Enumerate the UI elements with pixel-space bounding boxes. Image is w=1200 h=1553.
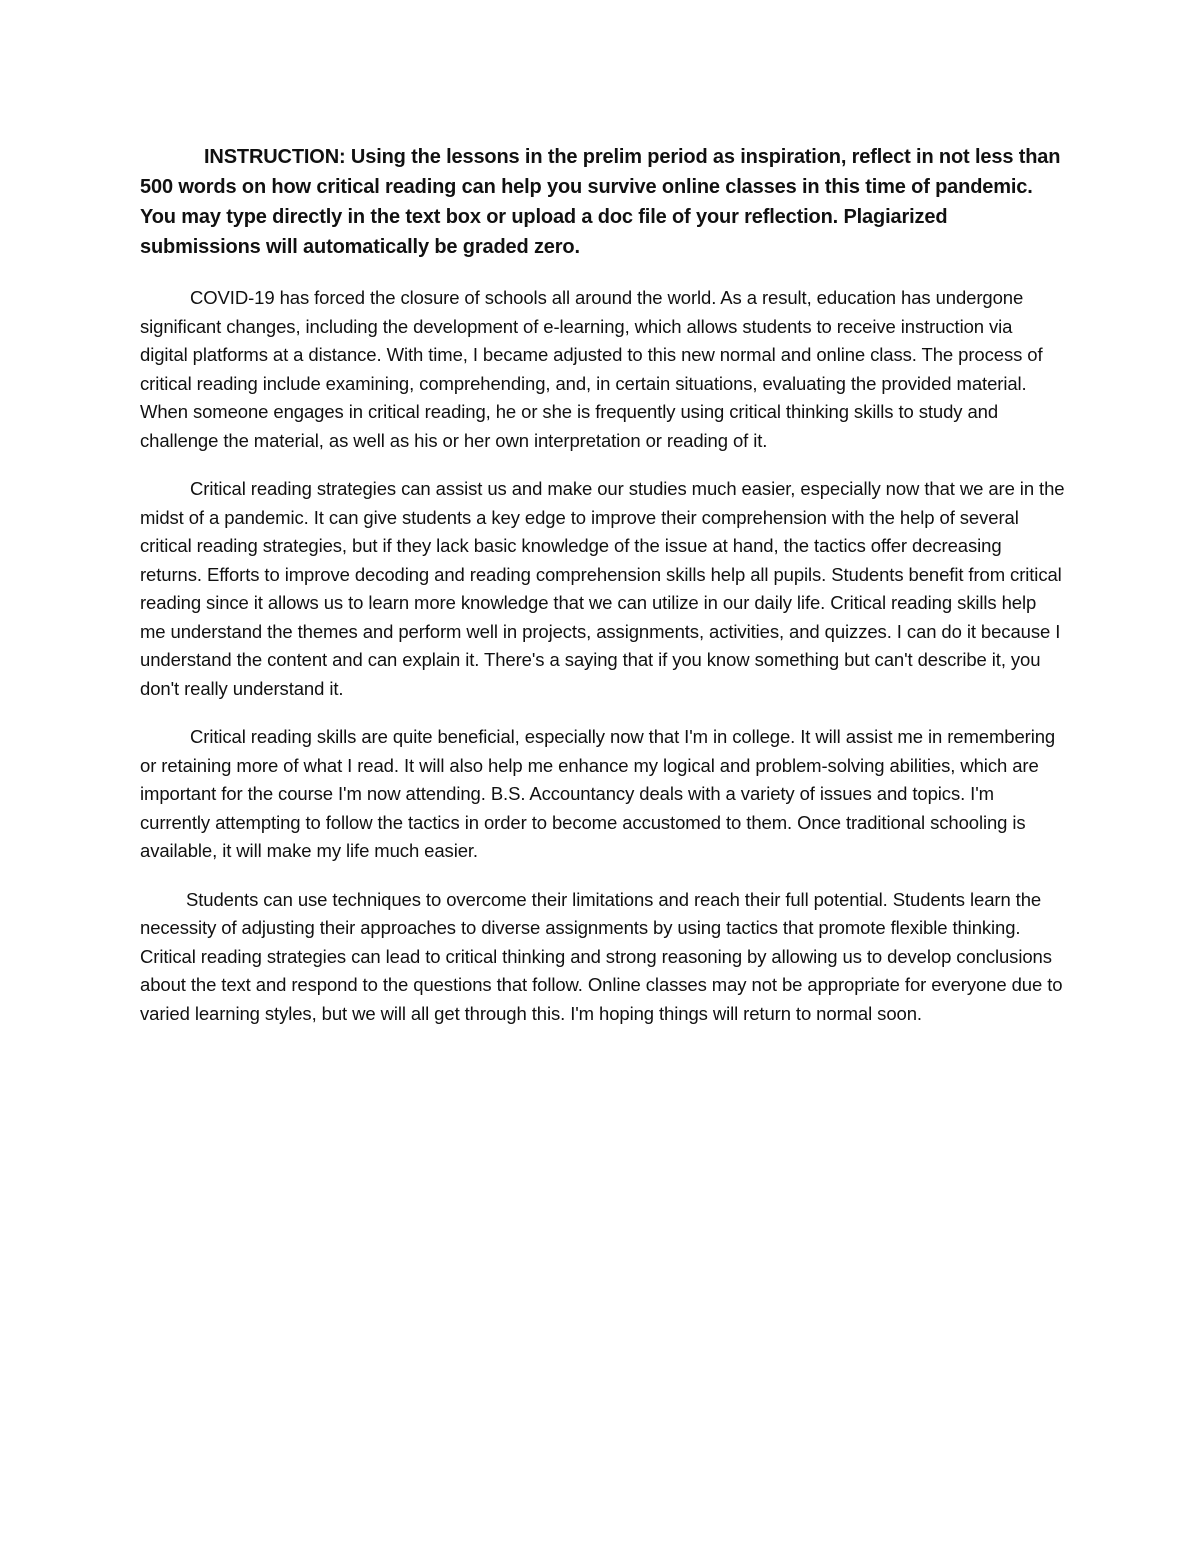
instruction-text: INSTRUCTION: Using the lessons in the prelim period as inspiration, reflect in not less than 500 words on how critical reading can help you survive online classes in this time of pandemic. You may type directly in the text box or upload a doc file of your reflection. Plagiarized submissions will automatically be graded zero. (140, 146, 1061, 258)
paragraph-4: Students can use techniques to overcome their limitations and reach their full potential. Students learn the necessity of adjusting their approaches to diverse assignments by using tactics that promote flexible thinking. Critical reading strategies can lead to critical thinking and strong reasoning by allowing us to develop conclusions about the text and respond to the questions that follow. Online classes may not be appropriate for everyone due to varied learning styles, but we will all get through this. I'm hoping things will return to normal soon. (140, 888, 1063, 1024)
paragraph-2: Critical reading strategies can assist us and make our studies much easier, especially now that we are in the midst of a pandemic. It can give students a key edge to improve their comprehension with the help of several critical reading strategies, but if they lack basic knowledge of the issue at hand, the tactics offer decreasing returns. Efforts to improve decoding and reading comprehension skills help all pupils. Students benefit from critical reading since it allows us to learn more knowledge that we can utilize in our daily life. Critical reading skills help me understand the themes and perform well in projects, assignments, activities, and quizzes. I can do it because I understand the content and can explain it. There's a saying that if you know something but can't describe it, you don't really understand it. (140, 478, 1065, 699)
paragraph-1: COVID-19 has forced the closure of schools all around the world. As a result, education has undergone significant changes, including the development of e-learning, which allows students to receive instruction via digital platforms at a distance. With time, I became adjusted to this new normal and online class. The process of critical reading include examining, comprehending, and, in certain situations, evaluating the provided material. When someone engages in critical reading, he or she is frequently using critical thinking skills to study and challenge the material, as well as his or her own interpretation or reading of it. (140, 287, 1043, 451)
document-body (140, 142, 1065, 1048)
paragraph-3: Critical reading skills are quite beneficial, especially now that I'm in college. It will assist me in remembering or retaining more of what I read. It will also help me enhance my logical and problem-solving abilities, which are important for the course I'm now attending. B.S. Accountancy deals with a variety of issues and topics. I'm currently attempting to follow the tactics in order to become accustomed to them. Once traditional schooling is available, it will make my life much easier. (140, 726, 1056, 861)
